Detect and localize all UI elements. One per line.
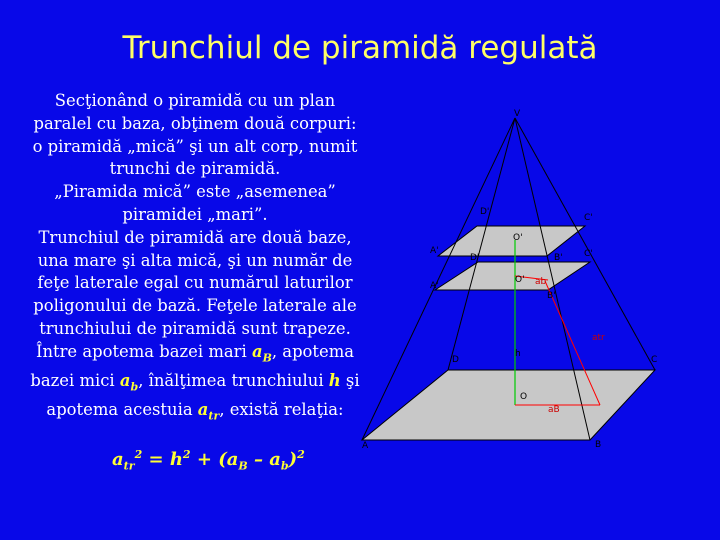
label-O1-top: O' <box>513 233 523 243</box>
label-h: h <box>515 349 521 359</box>
section-plane <box>435 262 590 290</box>
label-D1: D' <box>470 253 480 263</box>
label-A: A <box>362 441 369 451</box>
relation-text-3: , înălţimea trunchiului <box>138 370 329 390</box>
label-aB: aB <box>548 405 560 415</box>
label-O1: O' <box>515 275 525 285</box>
similarity-sentence: „Piramida mică” este „asemenea” piramidei „mari”. <box>54 182 336 224</box>
label-C: C <box>651 355 658 365</box>
apothem-big-base: $a_B$ <box>251 341 272 365</box>
label-V: V <box>514 109 521 119</box>
label-B1-top: B' <box>554 253 563 263</box>
label-atr: atr <box>592 333 605 343</box>
apothem-frustum: $a_{tr}$ <box>197 399 220 423</box>
label-C1: C' <box>584 249 593 259</box>
relation-text-4: şi apotema acestuia <box>46 370 360 419</box>
bases-sentence: Trunchiul de piramidă are două baze, una mare şi alta mică, şi un număr de feţe laterale egal cu numărul laturilor poligonului de bază. Feţele laterale ale trunchiului de piramidă sunt trapeze. <box>33 227 357 338</box>
relation-text-2: , apotema bazei mici <box>30 341 355 390</box>
slide-title: Trunchiul de piramidă regulată <box>122 30 598 66</box>
label-A1: A' <box>430 281 439 291</box>
intro-sentence: Secţionând o piramidă cu un plan paralel cu baza, obţinem două corpuri: o piramidă „mică” şi un alt corp, numit trunchi de piramidă. <box>32 91 358 179</box>
label-C1-top: C' <box>584 213 593 223</box>
frustum-formula: $a_{tr}^2 = h^2 + (a_B - a_b)^2$ <box>112 448 305 473</box>
relation-text-5: , există relaţia: <box>219 399 344 419</box>
relation-text-1: Între apotema bazei mari <box>35 341 252 361</box>
label-B: B <box>595 440 602 450</box>
label-B1: B' <box>547 291 556 301</box>
label-ab: ab <box>535 277 547 287</box>
label-A1-top: A' <box>430 246 439 256</box>
label-O: O <box>520 392 528 402</box>
label-D1-top: D' <box>480 207 490 217</box>
label-D: D <box>452 355 459 365</box>
big-base <box>362 370 655 440</box>
upper-section <box>438 226 585 256</box>
apothem-small-base: $a_b$ <box>119 370 139 394</box>
height-symbol: h <box>328 370 341 390</box>
